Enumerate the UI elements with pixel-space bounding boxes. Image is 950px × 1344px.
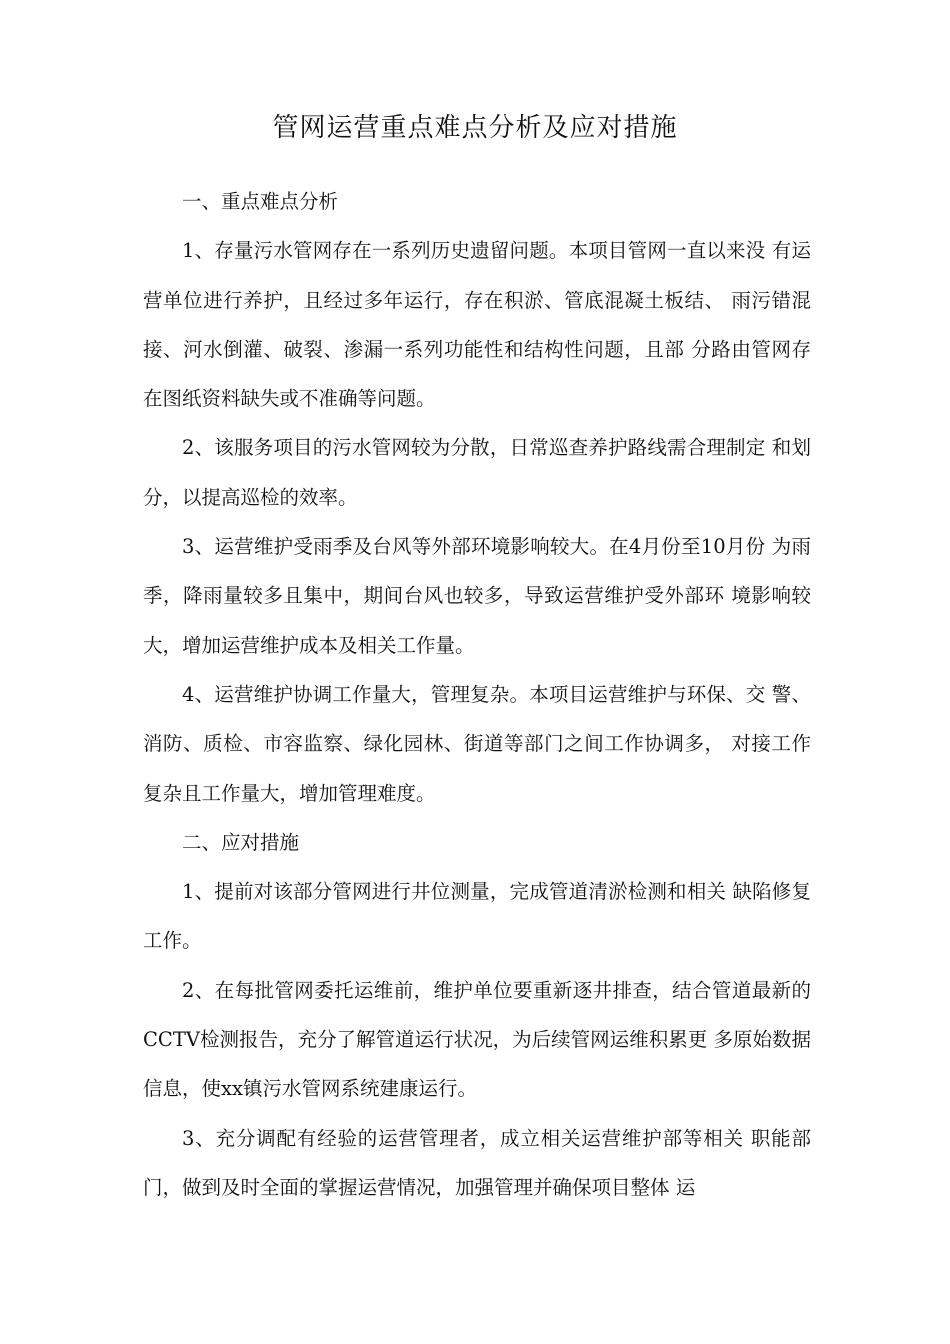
document-body bbox=[143, 177, 811, 1212]
paragraph-measure-1: 1、提前对该部分管网进行井位测量，完成管道清淤检测和相关 缺陷修复工作。 bbox=[143, 880, 811, 953]
paragraph-analysis-4: 4、运营维护协调工作量大，管理复杂。本项目运营维护与环保、交 警、消防、质检、市容监察、绿化园林、街道等部门之间工作协调多， 对接工作复杂且工作量大，增加管理难度。 bbox=[143, 682, 811, 805]
paragraph-measure-3: 3、充分调配有经验的运营管理者，成立相关运营维护部等相关 职能部门，做到及时全面的掌握运营情况，加强管理并确保项目整体 运 bbox=[143, 1126, 811, 1199]
document-title: 管网运营重点难点分析及应对措施 bbox=[272, 113, 678, 143]
paragraph-analysis-1: 1、存量污水管网存在一系列历史遗留问题。本项目管网一直以来没 有运营单位进行养护，且经过多年运行，存在积淤、管底混凝土板结、 雨污错混接、河水倒灌、破裂、渗漏一系列功能性和结构性问题，且部 分路由管网存在图纸资料缺失或不准确等问题。 bbox=[143, 239, 811, 411]
paragraph-analysis-3: 3、运营维护受雨季及台风等外部环境影响较大。在4月份至10月份 为雨季，降雨量较多且集中，期间台风也较多，导致运营维护受外部环 境影响较大，增加运营维护成本及相关工作量。 bbox=[143, 535, 811, 657]
section-heading-analysis: 一、重点难点分析 bbox=[182, 190, 339, 213]
paragraph-measure-2: 2、在每批管网委托运维前，维护单位要重新逐井排查，结合管道最新的CCTV检测报告，充分了解管道运行状况，为后续管网运维积累更 多原始数据信息，使xx镇污水管网系统建康运行。 bbox=[143, 978, 811, 1101]
paragraph-analysis-2: 2、该服务项目的污水管网较为分散，日常巡查养护路线需合理制定 和划分，以提高巡检的效率。 bbox=[143, 436, 811, 509]
section-heading-measures: 二、应对措施 bbox=[182, 830, 300, 854]
